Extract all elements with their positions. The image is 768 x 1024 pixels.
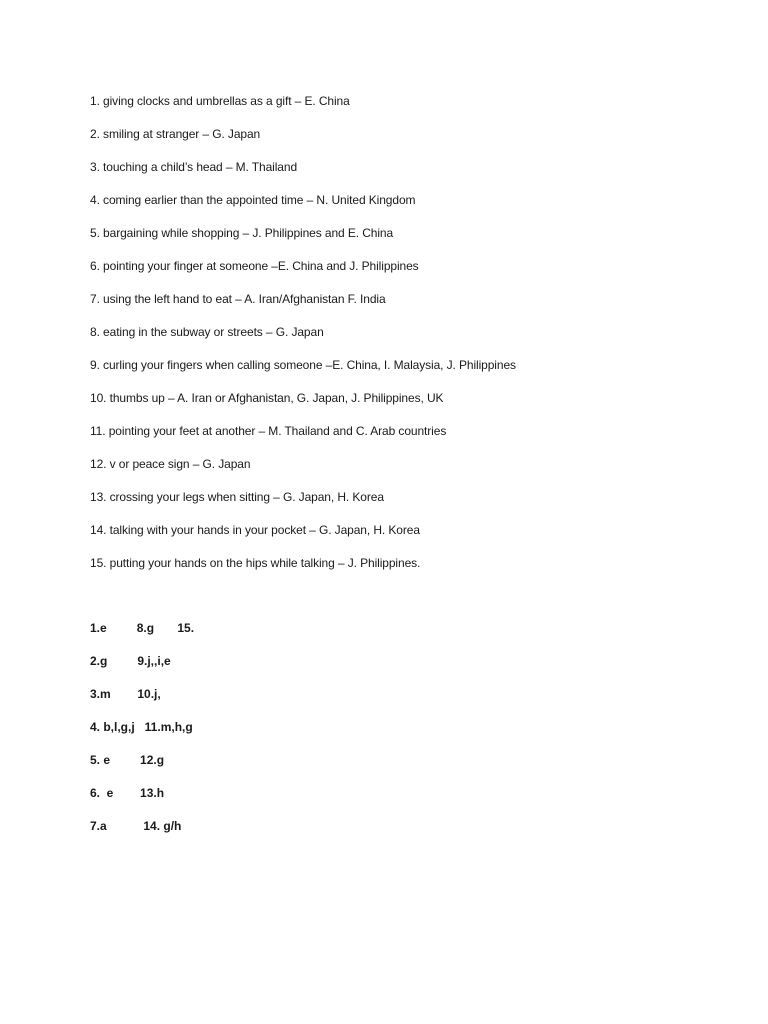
list-item: 8. eating in the subway or streets – G. Japan	[90, 325, 324, 339]
answer-row: 6. e 13.h	[90, 786, 165, 800]
answer-row: 5. e 12.g	[90, 753, 165, 767]
answer-key	[90, 620, 194, 851]
answer-row: 7.a 14. g/h	[90, 819, 182, 833]
list-item: 5. bargaining while shopping – J. Philippines and E. China	[90, 226, 394, 240]
customs-list	[90, 93, 516, 588]
list-item: 10. thumbs up – A. Iran or Afghanistan, G. Japan, J. Philippines, UK	[90, 391, 444, 405]
list-item: 15. putting your hands on the hips while talking – J. Philippines.	[90, 556, 421, 570]
list-item: 9. curling your fingers when calling someone –E. China, I. Malaysia, J. Philippines	[90, 358, 516, 372]
list-item: 12. v or peace sign – G. Japan	[90, 457, 251, 471]
answer-row: 4. b,l,g,j 11.m,h,g	[90, 720, 193, 734]
list-item: 3. touching a child’s head – M. Thailand	[90, 160, 298, 174]
list-item: 2. smiling at stranger – G. Japan	[90, 127, 261, 141]
answer-row: 3.m 10.j,	[90, 687, 161, 701]
list-item: 13. crossing your legs when sitting – G. Japan, H. Korea	[90, 490, 384, 504]
answer-row: 2.g 9.j,,i,e	[90, 654, 171, 668]
list-item: 1. giving clocks and umbrellas as a gift – E. China	[90, 94, 350, 108]
list-item: 11. pointing your feet at another – M. Thailand and C. Arab countries	[90, 424, 447, 438]
list-item: 4. coming earlier than the appointed time – N. United Kingdom	[90, 193, 416, 207]
list-item: 14. talking with your hands in your pocket – G. Japan, H. Korea	[90, 523, 420, 537]
list-item: 7. using the left hand to eat – A. Iran/Afghanistan F. India	[90, 292, 386, 306]
answer-row: 1.e 8.g 15.	[90, 621, 195, 635]
list-item: 6. pointing your finger at someone –E. China and J. Philippines	[90, 259, 419, 273]
